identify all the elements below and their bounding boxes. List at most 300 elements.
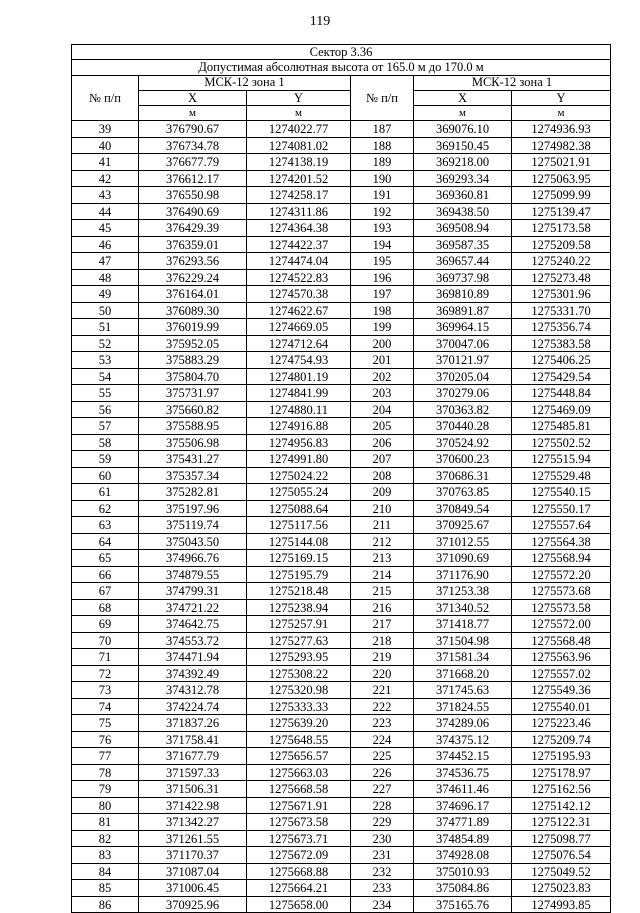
left-x-value: 375506.98 bbox=[139, 434, 247, 451]
table-row bbox=[72, 847, 611, 864]
right-y-value: 1275021.91 bbox=[512, 154, 611, 171]
right-x-value: 374289.06 bbox=[414, 715, 512, 732]
right-y-value: 1275572.00 bbox=[512, 616, 611, 633]
right-point-number: 201 bbox=[351, 352, 414, 369]
right-point-number: 218 bbox=[351, 632, 414, 649]
left-x-value: 376359.01 bbox=[139, 236, 247, 253]
left-point-number: 66 bbox=[72, 566, 139, 583]
left-point-number: 61 bbox=[72, 484, 139, 501]
left-y-value: 1274522.83 bbox=[247, 269, 351, 286]
right-y-value: 1275331.70 bbox=[512, 302, 611, 319]
table-row bbox=[72, 302, 611, 319]
right-x-value: 369218.00 bbox=[414, 154, 512, 171]
left-x-value: 376612.17 bbox=[139, 170, 247, 187]
right-x-value: 375010.93 bbox=[414, 863, 512, 880]
right-y-value: 1275098.77 bbox=[512, 830, 611, 847]
right-x-value: 371668.20 bbox=[414, 665, 512, 682]
left-point-number: 54 bbox=[72, 368, 139, 385]
left-point-number: 79 bbox=[72, 781, 139, 798]
right-x-value: 370047.06 bbox=[414, 335, 512, 352]
left-x-value: 371758.41 bbox=[139, 731, 247, 748]
right-y-value: 1275139.47 bbox=[512, 203, 611, 220]
table-row bbox=[72, 484, 611, 501]
right-y-value: 1275195.93 bbox=[512, 748, 611, 765]
right-x-value: 371418.77 bbox=[414, 616, 512, 633]
left-x-value: 375197.96 bbox=[139, 500, 247, 517]
table-row bbox=[72, 368, 611, 385]
left-x-value: 376677.79 bbox=[139, 154, 247, 171]
right-point-number: 227 bbox=[351, 781, 414, 798]
left-x-value: 371677.79 bbox=[139, 748, 247, 765]
left-y-value: 1275277.63 bbox=[247, 632, 351, 649]
right-x-value: 370763.85 bbox=[414, 484, 512, 501]
right-x-value: 369360.81 bbox=[414, 187, 512, 204]
right-y-value: 1275469.09 bbox=[512, 401, 611, 418]
left-y-value: 1275656.57 bbox=[247, 748, 351, 765]
left-x-value: 376550.98 bbox=[139, 187, 247, 204]
sector-title: Сектор 3.36 bbox=[72, 45, 611, 60]
right-point-number: 203 bbox=[351, 385, 414, 402]
left-x-value: 370925.96 bbox=[139, 896, 247, 913]
right-y-value: 1275573.68 bbox=[512, 583, 611, 600]
left-y-value: 1274801.19 bbox=[247, 368, 351, 385]
table-row bbox=[72, 253, 611, 270]
left-point-number: 55 bbox=[72, 385, 139, 402]
right-point-number: 234 bbox=[351, 896, 414, 913]
left-y-value: 1274712.64 bbox=[247, 335, 351, 352]
left-point-number: 72 bbox=[72, 665, 139, 682]
left-point-number: 56 bbox=[72, 401, 139, 418]
right-y-value: 1275549.36 bbox=[512, 682, 611, 699]
left-point-number: 58 bbox=[72, 434, 139, 451]
left-y-value: 1275024.22 bbox=[247, 467, 351, 484]
right-y-value: 1275515.94 bbox=[512, 451, 611, 468]
right-x-value: 374452.15 bbox=[414, 748, 512, 765]
right-x-value: 370686.31 bbox=[414, 467, 512, 484]
right-point-number: 206 bbox=[351, 434, 414, 451]
left-x-value: 371422.98 bbox=[139, 797, 247, 814]
right-point-number: 231 bbox=[351, 847, 414, 864]
left-point-number: 81 bbox=[72, 814, 139, 831]
table-row bbox=[72, 632, 611, 649]
right-x-value: 375165.76 bbox=[414, 896, 512, 913]
left-x-value: 375119.74 bbox=[139, 517, 247, 534]
right-x-value: 371340.52 bbox=[414, 599, 512, 616]
right-point-number: 233 bbox=[351, 880, 414, 897]
right-y-value: 1275557.02 bbox=[512, 665, 611, 682]
left-x-value: 375883.29 bbox=[139, 352, 247, 369]
table-row bbox=[72, 814, 611, 831]
left-point-number: 65 bbox=[72, 550, 139, 567]
table-row bbox=[72, 863, 611, 880]
table-row bbox=[72, 467, 611, 484]
left-point-number: 78 bbox=[72, 764, 139, 781]
right-x-unit: м bbox=[414, 106, 512, 121]
left-x-value: 376019.99 bbox=[139, 319, 247, 336]
table-row bbox=[72, 797, 611, 814]
left-y-value: 1275648.55 bbox=[247, 731, 351, 748]
table-row bbox=[72, 731, 611, 748]
left-y-value: 1275668.58 bbox=[247, 781, 351, 798]
left-y-value: 1275055.24 bbox=[247, 484, 351, 501]
table-row bbox=[72, 401, 611, 418]
left-y-value: 1274022.77 bbox=[247, 121, 351, 138]
table-row bbox=[72, 286, 611, 303]
right-x-header: X bbox=[414, 90, 512, 105]
left-point-number: 71 bbox=[72, 649, 139, 666]
left-y-value: 1275333.33 bbox=[247, 698, 351, 715]
left-x-value: 371006.45 bbox=[139, 880, 247, 897]
left-point-number: 76 bbox=[72, 731, 139, 748]
left-y-value: 1275320.98 bbox=[247, 682, 351, 699]
left-y-value: 1275088.64 bbox=[247, 500, 351, 517]
right-y-value: 1275564.38 bbox=[512, 533, 611, 550]
left-x-value: 374879.55 bbox=[139, 566, 247, 583]
table-row bbox=[72, 137, 611, 154]
right-x-value: 371581.34 bbox=[414, 649, 512, 666]
left-y-value: 1274622.67 bbox=[247, 302, 351, 319]
right-y-value: 1275173.58 bbox=[512, 220, 611, 237]
left-y-value: 1275195.79 bbox=[247, 566, 351, 583]
right-y-value: 1275178.97 bbox=[512, 764, 611, 781]
right-y-value: 1275485.81 bbox=[512, 418, 611, 435]
table-row bbox=[72, 880, 611, 897]
left-x-value: 376293.56 bbox=[139, 253, 247, 270]
left-y-value: 1275672.09 bbox=[247, 847, 351, 864]
table-row bbox=[72, 500, 611, 517]
left-x-unit: м bbox=[139, 106, 247, 121]
right-x-value: 369964.15 bbox=[414, 319, 512, 336]
right-x-value: 370600.23 bbox=[414, 451, 512, 468]
left-y-value: 1274754.93 bbox=[247, 352, 351, 369]
left-y-value: 1275308.22 bbox=[247, 665, 351, 682]
right-point-number: 191 bbox=[351, 187, 414, 204]
right-y-value: 1275557.64 bbox=[512, 517, 611, 534]
left-x-value: 376164.01 bbox=[139, 286, 247, 303]
left-y-value: 1274841.99 bbox=[247, 385, 351, 402]
left-point-number: 45 bbox=[72, 220, 139, 237]
table-row bbox=[72, 550, 611, 567]
right-x-value: 371745.63 bbox=[414, 682, 512, 699]
table-row bbox=[72, 715, 611, 732]
left-x-value: 371597.33 bbox=[139, 764, 247, 781]
left-x-value: 374721.22 bbox=[139, 599, 247, 616]
left-x-value: 371170.37 bbox=[139, 847, 247, 864]
right-zone-header: МСК-12 зона 1 bbox=[414, 75, 611, 90]
left-y-value: 1274311.86 bbox=[247, 203, 351, 220]
left-x-value: 376089.30 bbox=[139, 302, 247, 319]
left-y-value: 1274669.05 bbox=[247, 319, 351, 336]
right-y-header: Y bbox=[512, 90, 611, 105]
right-y-value: 1275448.84 bbox=[512, 385, 611, 402]
table-row bbox=[72, 781, 611, 798]
right-point-number: 219 bbox=[351, 649, 414, 666]
table-row bbox=[72, 665, 611, 682]
right-x-value: 370363.82 bbox=[414, 401, 512, 418]
left-y-value: 1274201.52 bbox=[247, 170, 351, 187]
right-y-value: 1275540.01 bbox=[512, 698, 611, 715]
left-x-value: 376790.67 bbox=[139, 121, 247, 138]
right-point-number: 211 bbox=[351, 517, 414, 534]
left-y-value: 1275169.15 bbox=[247, 550, 351, 567]
right-x-value: 370279.06 bbox=[414, 385, 512, 402]
right-y-value: 1275099.99 bbox=[512, 187, 611, 204]
right-point-number: 223 bbox=[351, 715, 414, 732]
right-y-value: 1275568.94 bbox=[512, 550, 611, 567]
right-y-value: 1275240.22 bbox=[512, 253, 611, 270]
left-point-number: 46 bbox=[72, 236, 139, 253]
right-x-value: 374375.12 bbox=[414, 731, 512, 748]
table-row bbox=[72, 385, 611, 402]
left-x-value: 375588.95 bbox=[139, 418, 247, 435]
right-point-number: 232 bbox=[351, 863, 414, 880]
table-row bbox=[72, 187, 611, 204]
right-point-number: 208 bbox=[351, 467, 414, 484]
coordinates-table bbox=[71, 44, 611, 913]
right-x-value: 374771.89 bbox=[414, 814, 512, 831]
left-y-value: 1275639.20 bbox=[247, 715, 351, 732]
right-point-number: 199 bbox=[351, 319, 414, 336]
right-point-number: 226 bbox=[351, 764, 414, 781]
left-y-value: 1275117.56 bbox=[247, 517, 351, 534]
right-x-value: 369891.87 bbox=[414, 302, 512, 319]
left-x-value: 371506.31 bbox=[139, 781, 247, 798]
left-y-value: 1274474.04 bbox=[247, 253, 351, 270]
right-point-number: 193 bbox=[351, 220, 414, 237]
right-point-number: 229 bbox=[351, 814, 414, 831]
left-x-value: 375952.05 bbox=[139, 335, 247, 352]
left-x-value: 371837.26 bbox=[139, 715, 247, 732]
table-row bbox=[72, 154, 611, 171]
left-y-value: 1275293.95 bbox=[247, 649, 351, 666]
right-x-value: 375084.86 bbox=[414, 880, 512, 897]
right-x-value: 369657.44 bbox=[414, 253, 512, 270]
right-point-number: 188 bbox=[351, 137, 414, 154]
page-number: 119 bbox=[309, 14, 331, 29]
table-row bbox=[72, 517, 611, 534]
table-row bbox=[72, 698, 611, 715]
right-point-number: 212 bbox=[351, 533, 414, 550]
left-point-number: 41 bbox=[72, 154, 139, 171]
right-y-value: 1275301.96 bbox=[512, 286, 611, 303]
left-x-value: 374224.74 bbox=[139, 698, 247, 715]
table-row bbox=[72, 649, 611, 666]
right-x-value: 371824.55 bbox=[414, 698, 512, 715]
left-point-number: 73 bbox=[72, 682, 139, 699]
left-point-number: 67 bbox=[72, 583, 139, 600]
left-y-value: 1274422.37 bbox=[247, 236, 351, 253]
right-x-value: 371253.38 bbox=[414, 583, 512, 600]
left-point-number: 52 bbox=[72, 335, 139, 352]
left-point-number: 75 bbox=[72, 715, 139, 732]
left-point-number: 85 bbox=[72, 880, 139, 897]
right-point-number: 204 bbox=[351, 401, 414, 418]
right-x-value: 371176.90 bbox=[414, 566, 512, 583]
right-point-number: 205 bbox=[351, 418, 414, 435]
left-point-number: 40 bbox=[72, 137, 139, 154]
right-x-value: 371012.55 bbox=[414, 533, 512, 550]
right-y-value: 1275223.46 bbox=[512, 715, 611, 732]
left-point-number: 69 bbox=[72, 616, 139, 633]
left-x-value: 375660.82 bbox=[139, 401, 247, 418]
left-y-value: 1275671.91 bbox=[247, 797, 351, 814]
left-point-number: 47 bbox=[72, 253, 139, 270]
left-y-value: 1275673.71 bbox=[247, 830, 351, 847]
table-row bbox=[72, 220, 611, 237]
right-y-value: 1275023.83 bbox=[512, 880, 611, 897]
left-y-value: 1274880.11 bbox=[247, 401, 351, 418]
left-x-header: X bbox=[139, 90, 247, 105]
right-x-value: 370121.97 bbox=[414, 352, 512, 369]
right-point-number: 190 bbox=[351, 170, 414, 187]
left-y-value: 1275238.94 bbox=[247, 599, 351, 616]
left-point-number: 84 bbox=[72, 863, 139, 880]
right-y-value: 1275209.58 bbox=[512, 236, 611, 253]
right-x-value: 369438.50 bbox=[414, 203, 512, 220]
right-y-value: 1275529.48 bbox=[512, 467, 611, 484]
left-y-value: 1274570.38 bbox=[247, 286, 351, 303]
right-y-value: 1275383.58 bbox=[512, 335, 611, 352]
right-x-value: 370925.67 bbox=[414, 517, 512, 534]
right-point-number: 198 bbox=[351, 302, 414, 319]
right-x-value: 369587.35 bbox=[414, 236, 512, 253]
right-point-number: 192 bbox=[351, 203, 414, 220]
right-y-value: 1275568.48 bbox=[512, 632, 611, 649]
left-x-value: 375431.27 bbox=[139, 451, 247, 468]
table-row bbox=[72, 434, 611, 451]
table-row bbox=[72, 170, 611, 187]
right-x-value: 369810.89 bbox=[414, 286, 512, 303]
left-point-number: 53 bbox=[72, 352, 139, 369]
left-y-value: 1274991.80 bbox=[247, 451, 351, 468]
right-y-value: 1275573.58 bbox=[512, 599, 611, 616]
right-point-number: 196 bbox=[351, 269, 414, 286]
right-y-value: 1275572.20 bbox=[512, 566, 611, 583]
right-point-number: 210 bbox=[351, 500, 414, 517]
right-point-number: 224 bbox=[351, 731, 414, 748]
table-row bbox=[72, 764, 611, 781]
table-row bbox=[72, 352, 611, 369]
right-x-value: 374928.08 bbox=[414, 847, 512, 864]
table-row bbox=[72, 583, 611, 600]
left-y-value: 1274956.83 bbox=[247, 434, 351, 451]
right-x-value: 374854.89 bbox=[414, 830, 512, 847]
left-x-value: 375282.81 bbox=[139, 484, 247, 501]
right-y-value: 1275550.17 bbox=[512, 500, 611, 517]
left-x-value: 374553.72 bbox=[139, 632, 247, 649]
left-point-number: 39 bbox=[72, 121, 139, 138]
right-x-value: 371504.98 bbox=[414, 632, 512, 649]
right-y-value: 1275563.96 bbox=[512, 649, 611, 666]
left-x-value: 374312.78 bbox=[139, 682, 247, 699]
left-y-value: 1274364.38 bbox=[247, 220, 351, 237]
left-num-header: № п/п bbox=[72, 75, 139, 121]
right-point-number: 194 bbox=[351, 236, 414, 253]
left-point-number: 83 bbox=[72, 847, 139, 864]
right-x-value: 370205.04 bbox=[414, 368, 512, 385]
left-point-number: 80 bbox=[72, 797, 139, 814]
left-point-number: 42 bbox=[72, 170, 139, 187]
table-row bbox=[72, 830, 611, 847]
right-x-value: 369293.34 bbox=[414, 170, 512, 187]
left-y-value: 1274916.88 bbox=[247, 418, 351, 435]
left-x-value: 376490.69 bbox=[139, 203, 247, 220]
right-y-value: 1274993.85 bbox=[512, 896, 611, 913]
table-row bbox=[72, 121, 611, 138]
left-point-number: 62 bbox=[72, 500, 139, 517]
left-zone-header: МСК-12 зона 1 bbox=[139, 75, 351, 90]
right-num-header: № п/п bbox=[351, 75, 414, 121]
left-point-number: 86 bbox=[72, 896, 139, 913]
left-x-value: 374642.75 bbox=[139, 616, 247, 633]
table-row bbox=[72, 418, 611, 435]
table-row bbox=[72, 335, 611, 352]
left-point-number: 60 bbox=[72, 467, 139, 484]
table-row bbox=[72, 236, 611, 253]
table-row bbox=[72, 203, 611, 220]
left-x-value: 376429.39 bbox=[139, 220, 247, 237]
table-row bbox=[72, 616, 611, 633]
left-y-value: 1275668.88 bbox=[247, 863, 351, 880]
right-point-number: 200 bbox=[351, 335, 414, 352]
right-point-number: 217 bbox=[351, 616, 414, 633]
right-x-value: 369737.98 bbox=[414, 269, 512, 286]
left-point-number: 44 bbox=[72, 203, 139, 220]
right-x-value: 371090.69 bbox=[414, 550, 512, 567]
right-x-value: 369150.45 bbox=[414, 137, 512, 154]
right-y-value: 1275209.74 bbox=[512, 731, 611, 748]
left-y-unit: м bbox=[247, 106, 351, 121]
right-point-number: 222 bbox=[351, 698, 414, 715]
right-y-value: 1275063.95 bbox=[512, 170, 611, 187]
right-y-value: 1275076.54 bbox=[512, 847, 611, 864]
left-x-value: 374392.49 bbox=[139, 665, 247, 682]
right-point-number: 189 bbox=[351, 154, 414, 171]
right-point-number: 215 bbox=[351, 583, 414, 600]
right-point-number: 228 bbox=[351, 797, 414, 814]
right-y-value: 1275429.54 bbox=[512, 368, 611, 385]
left-y-value: 1274138.19 bbox=[247, 154, 351, 171]
left-x-value: 371087.04 bbox=[139, 863, 247, 880]
left-x-value: 375804.70 bbox=[139, 368, 247, 385]
right-point-number: 213 bbox=[351, 550, 414, 567]
left-y-value: 1274081.02 bbox=[247, 137, 351, 154]
left-y-value: 1275664.21 bbox=[247, 880, 351, 897]
left-point-number: 59 bbox=[72, 451, 139, 468]
table-row bbox=[72, 451, 611, 468]
right-point-number: 220 bbox=[351, 665, 414, 682]
left-point-number: 50 bbox=[72, 302, 139, 319]
table-row bbox=[72, 748, 611, 765]
left-x-value: 374799.31 bbox=[139, 583, 247, 600]
right-point-number: 209 bbox=[351, 484, 414, 501]
left-point-number: 77 bbox=[72, 748, 139, 765]
left-x-value: 376734.78 bbox=[139, 137, 247, 154]
left-point-number: 57 bbox=[72, 418, 139, 435]
table-row bbox=[72, 682, 611, 699]
right-x-value: 369076.10 bbox=[414, 121, 512, 138]
right-point-number: 197 bbox=[351, 286, 414, 303]
right-point-number: 225 bbox=[351, 748, 414, 765]
left-point-number: 63 bbox=[72, 517, 139, 534]
left-x-value: 371342.27 bbox=[139, 814, 247, 831]
right-x-value: 370524.92 bbox=[414, 434, 512, 451]
left-point-number: 64 bbox=[72, 533, 139, 550]
right-point-number: 195 bbox=[351, 253, 414, 270]
right-y-value: 1275356.74 bbox=[512, 319, 611, 336]
right-y-value: 1275502.52 bbox=[512, 434, 611, 451]
table-row bbox=[72, 269, 611, 286]
